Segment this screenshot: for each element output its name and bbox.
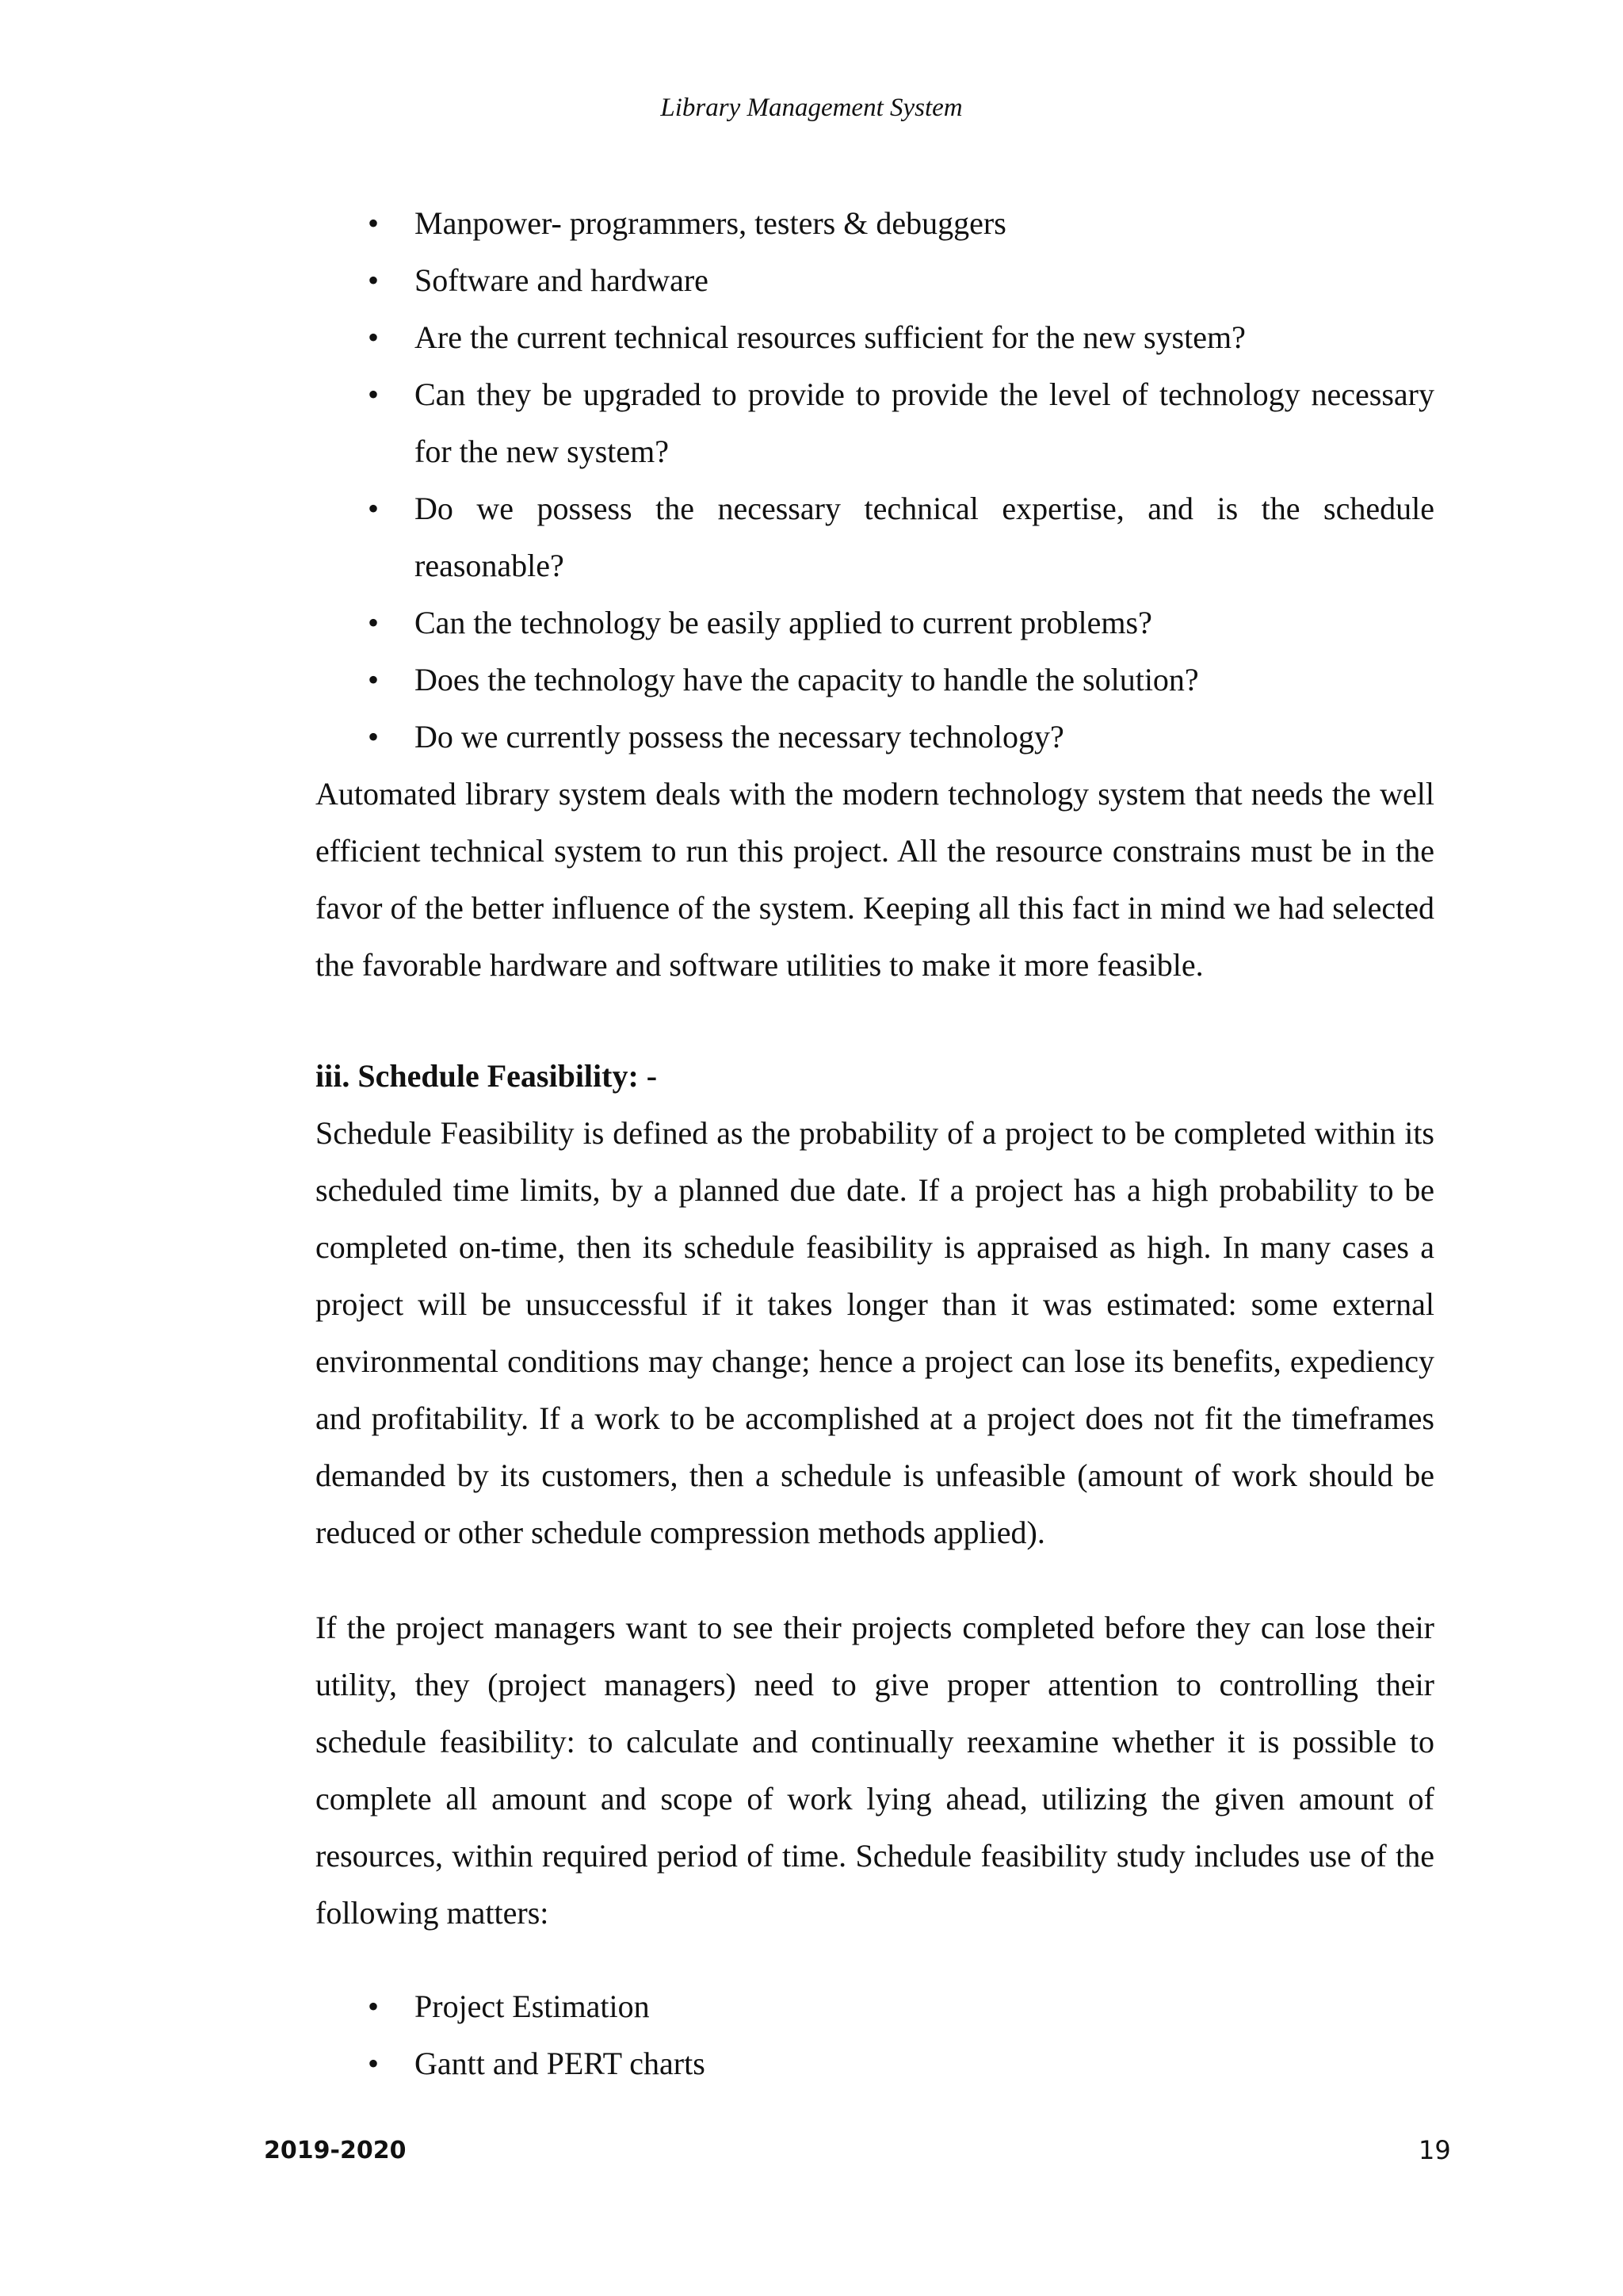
list-item — [315, 651, 1434, 709]
list-item-text: Gantt and PERT charts — [414, 2046, 705, 2081]
bullet-icon: • — [368, 2046, 380, 2081]
list-item-text: Manpower- programmers, testers & debuggers — [414, 205, 1006, 241]
page-header-title: Library Management System — [660, 94, 963, 122]
list-item-text: Do we currently possess the necessary technology? — [414, 719, 1064, 755]
list-item-text: Can they be upgraded to provide to provide the level of technology necessary for the new system? — [414, 376, 1434, 469]
bullet-icon: • — [368, 205, 380, 241]
page-number: 19 — [1419, 2135, 1451, 2165]
paragraph-spacer — [315, 1561, 1434, 1599]
list-item — [315, 309, 1434, 366]
list-item-text: Does the technology have the capacity to handle the solution? — [414, 662, 1199, 697]
bullet-icon: • — [368, 262, 380, 298]
bullet-icon: • — [368, 719, 380, 755]
page-content — [315, 195, 1434, 2092]
footer-year: 2019-2020 — [264, 2137, 407, 2164]
schedule-feasibility-heading: iii. Schedule Feasibility: - — [315, 1058, 658, 1094]
list-item — [315, 480, 1434, 594]
technical-resources-list — [315, 195, 1434, 766]
list-item-text: Software and hardware — [414, 262, 708, 298]
list-item — [315, 594, 1434, 651]
schedule-feasibility-paragraph-2: If the project managers want to see their projects completed before they can lose their utility, they (project managers) need to give proper attention to controlling their schedule feasibility: to calculate and continually reexamine whether it is possible to complete all amount and scope of work lying ahead, utilizing the given amount of resources, within required period of time. Schedule feasibility study includes use of the following matters: — [315, 1610, 1434, 1931]
list-item-text: Project Estimation — [414, 1988, 650, 2024]
list-item — [315, 195, 1434, 252]
bullet-icon: • — [368, 319, 380, 355]
list-item — [315, 1978, 1434, 2035]
list-item-text: Are the current technical resources sufficient for the new system? — [414, 319, 1246, 355]
paragraph-spacer — [315, 1942, 1434, 1978]
list-item — [315, 366, 1434, 480]
bullet-icon: • — [368, 605, 380, 640]
technical-feasibility-paragraph: Automated library system deals with the modern technology system that needs the well efficient technical system to run this project. All the resource constrains must be in the favor of the better influence of the system. Keeping all this fact in mind we had selected the favorable hardware and software utilities to make it more feasible. — [315, 776, 1434, 983]
schedule-methods-list — [315, 1978, 1434, 2092]
schedule-feasibility-paragraph-1: Schedule Feasibility is defined as the probability of a project to be completed within its scheduled time limits, by a planned due date. If a project has a high probability to be completed on-time, then its schedule feasibility is appraised as high. In many cases a project will be unsuccessful if it takes longer than it was estimated: some external environmental conditions may change; hence a project can lose its benefits, expediency and profitability. If a work to be accomplished at a project does not fit the timeframes demanded by its customers, then a schedule is unfeasible (amount of work should be reduced or other schedule compression methods applied). — [315, 1115, 1434, 1550]
bullet-icon: • — [368, 662, 380, 697]
bullet-icon: • — [368, 1988, 380, 2024]
bullet-icon: • — [368, 376, 380, 412]
list-item — [315, 252, 1434, 309]
list-item — [315, 2035, 1434, 2092]
bullet-icon: • — [368, 491, 380, 526]
list-item — [315, 709, 1434, 766]
list-item-text: Can the technology be easily applied to current problems? — [414, 605, 1152, 640]
list-item-text: Do we possess the necessary technical expertise, and is the schedule reasonable? — [414, 491, 1434, 583]
section-spacer — [315, 994, 1434, 1048]
